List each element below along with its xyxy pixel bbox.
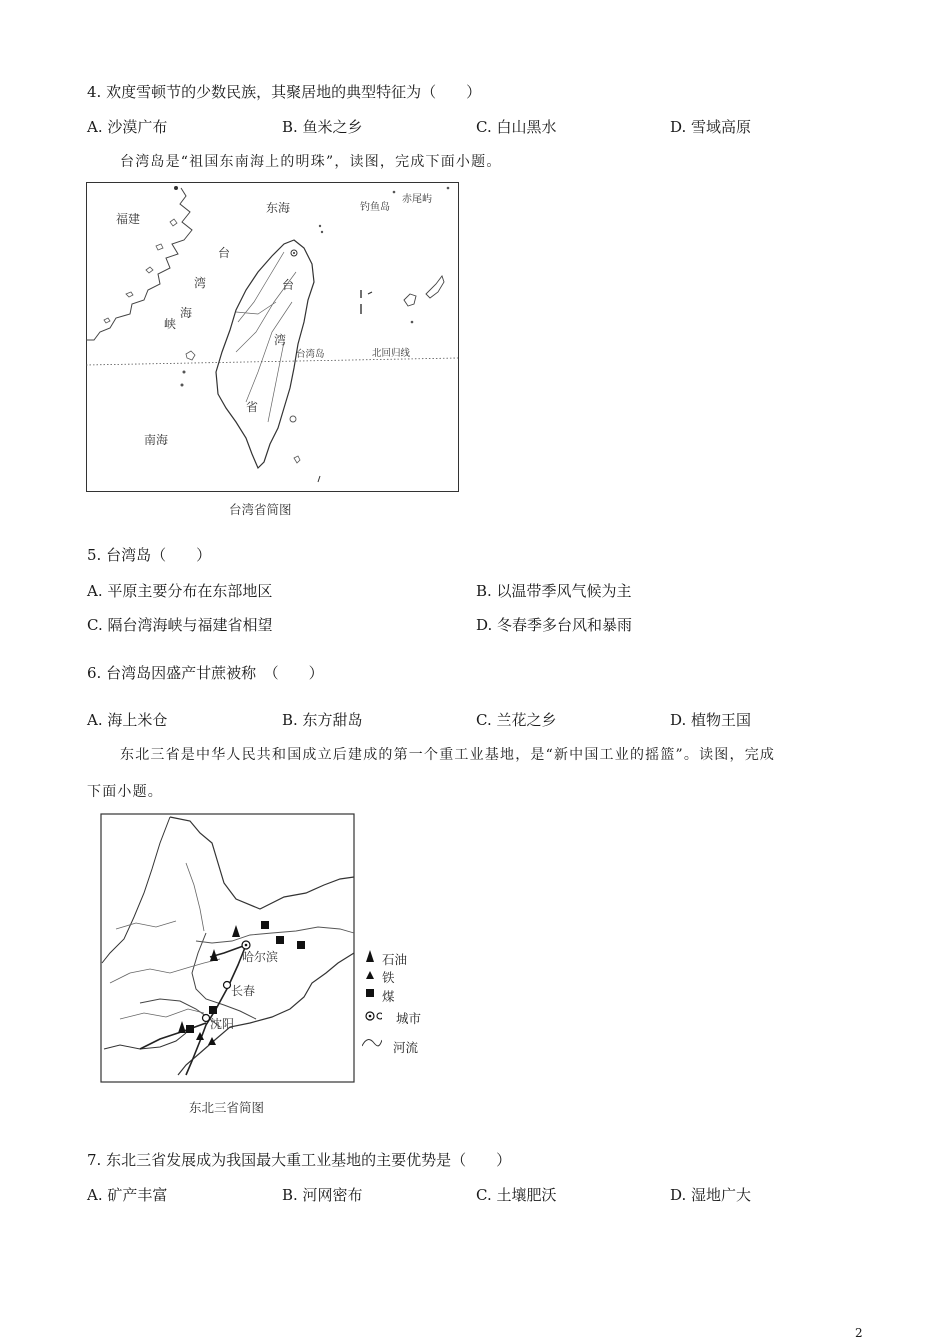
- coal-marker: [261, 921, 269, 929]
- q4-option-b: B. 鱼米之乡: [282, 118, 363, 136]
- q4-option-d: D. 雪域高原: [670, 118, 752, 136]
- label-strait-1: 台: [218, 246, 231, 260]
- q7-option-a: A. 矿产丰富: [87, 1186, 168, 1204]
- q6-option-c: C. 兰花之乡: [476, 711, 557, 729]
- legend-coal: 煤: [382, 989, 395, 1004]
- city-shenyang-label: 沈阳: [210, 1017, 235, 1031]
- northeast-intro-line1: 东北三省是中华人民共和国成立后建成的第一个重工业基地，是“新中国工业的摇篮”。读图，完成: [120, 747, 776, 763]
- label-prov-2: 湾: [274, 333, 287, 347]
- city-changchun-marker: [224, 982, 231, 989]
- label-chiweiyu: 赤尾屿: [402, 194, 432, 205]
- legend-river-symbol: [362, 1040, 382, 1046]
- q4-option-c: C. 白山黑水: [476, 118, 557, 136]
- legend-oil-symbol: [366, 950, 374, 962]
- city-shenyang-marker: [203, 1015, 210, 1022]
- q7-option-b: B. 河网密布: [282, 1186, 363, 1204]
- northeast-map-caption: 东北三省简图: [189, 1100, 265, 1115]
- q5-option-c: C. 隔台湾海峡与福建省相望: [87, 616, 273, 634]
- q4-option-a: A. 沙漠广布: [87, 118, 168, 136]
- q6-option-a: A. 海上米仓: [87, 711, 168, 729]
- legend-iron: 铁: [382, 970, 395, 985]
- q6-option-d: D. 植物王国: [670, 711, 752, 729]
- city-harbin-label: 哈尔滨: [242, 950, 279, 964]
- q5-option-a: A. 平原主要分布在东部地区: [87, 582, 273, 600]
- label-strait-2: 湾: [194, 276, 207, 290]
- q5-stem: 5. 台湾岛（ ）: [87, 546, 212, 564]
- q5-option-b: B. 以温带季风气候为主: [476, 582, 632, 600]
- legend-coal-symbol: [366, 989, 374, 997]
- label-prov-1: 台: [282, 278, 295, 292]
- label-tropic-of-cancer: 北回归线: [372, 348, 411, 359]
- coal-marker: [297, 941, 305, 949]
- label-donghai: 东海: [266, 201, 291, 215]
- label-strait-4: 峡: [164, 317, 177, 331]
- taiwan-map: [86, 182, 460, 494]
- q7-option-d: D. 湿地广大: [670, 1186, 752, 1204]
- label-taiwan-island: 台湾岛: [296, 349, 325, 360]
- legend-iron-symbol: [366, 971, 374, 979]
- q4-stem: 4. 欢度雪顿节的少数民族，其聚居地的典型特征为（ ）: [87, 83, 482, 101]
- taiwan-map-caption: 台湾省简图: [229, 502, 292, 517]
- q7-option-c: C. 土壤肥沃: [476, 1186, 557, 1204]
- legend-symbols: [362, 948, 382, 1048]
- label-prov-3: 省: [246, 400, 259, 414]
- q6-option-b: B. 东方甜岛: [282, 711, 363, 729]
- label-strait-3: 海: [180, 306, 193, 320]
- q7-stem: 7. 东北三省发展成为我国最大重工业基地的主要优势是（ ）: [87, 1151, 512, 1169]
- q5-option-d: D. 冬春季多台风和暴雨: [476, 616, 633, 634]
- city-changchun-label: 长春: [231, 984, 256, 998]
- legend-city: 城市: [396, 1011, 422, 1026]
- coal-marker: [276, 936, 284, 944]
- q6-stem: 6. 台湾岛因盛产甘蔗被称 （ ）: [87, 664, 324, 682]
- page-number: 2: [855, 1326, 863, 1340]
- legend-river: 河流: [393, 1040, 419, 1055]
- coal-marker: [186, 1025, 194, 1033]
- label-nanhai: 南海: [144, 433, 169, 447]
- label-fujian: 福建: [116, 212, 141, 226]
- taiwan-intro: 台湾岛是“祖国东南海上的明珠”，读图，完成下面小题。: [120, 154, 502, 170]
- label-diaoyudao: 钓鱼岛: [360, 202, 390, 213]
- northeast-intro-line2: 下面小题。: [87, 784, 163, 800]
- coal-marker: [209, 1006, 217, 1014]
- northeast-map: [100, 813, 356, 1085]
- legend-oil: 石油: [382, 952, 408, 967]
